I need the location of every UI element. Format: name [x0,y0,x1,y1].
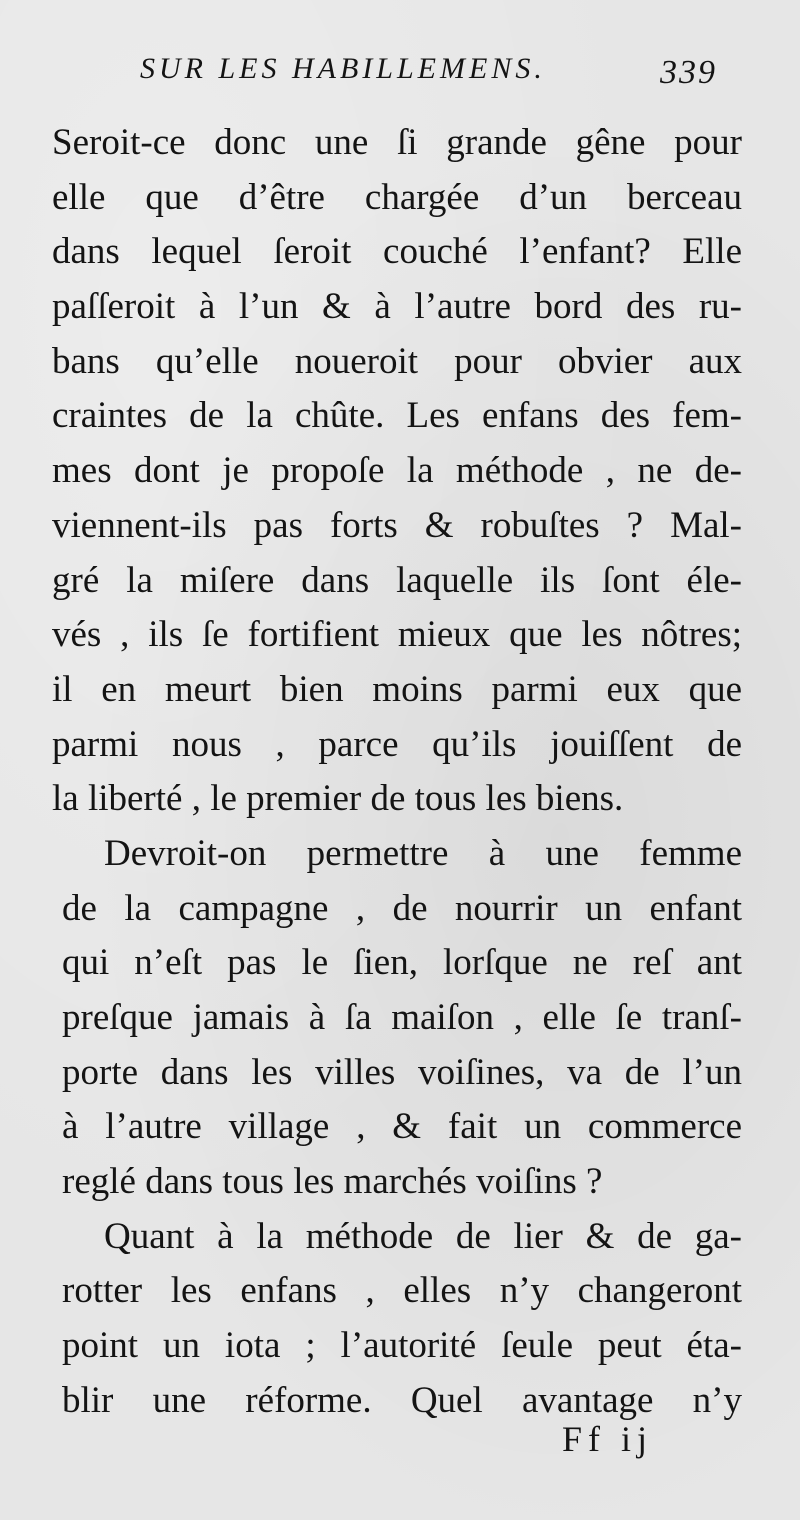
text-line: à l’autre village , & fait un commerce [62,1106,742,1148]
text-line: point un iota ; l’autorité ſeule peut éta- [62,1325,742,1367]
text-line: viennent-ils pas forts & robuſtes ? Mal- [52,504,742,546]
text-line: blir une réforme. Quel avantage n’y [62,1379,742,1421]
text-line: elle que d’être chargée d’un berceau [52,176,742,218]
text-line: il en meurt bien moins parmi eux que [52,668,742,710]
text-line: vés , ils ſe fortifient mieux que les nôtres; [52,614,742,656]
text-line: rotter les enfans , elles n’y changeront [62,1270,742,1312]
text-line: qui n’eſt pas le ſien, lorſque ne reſ ant [62,942,742,984]
text-line: Quant à la méthode de lier & de ga- [104,1215,742,1257]
text-line: bans qu’elle noueroit pour obvier aux [52,340,742,382]
running-title: SUR LES HABILLEMENS. [140,52,546,85]
text-line: Devroit-on permettre à une femme [104,832,742,874]
text-line: mes dont je propoſe la méthode , ne de- [52,450,742,492]
text-line: paſſeroit à l’un & à l’autre bord des ru- [52,286,742,328]
text-line: reglé dans tous les marchés voiſins ? [62,1161,603,1203]
signature-mark: Ff ij [562,1419,654,1459]
text-line: porte dans les villes voiſines, va de l’un [62,1051,742,1093]
text-line: dans lequel ſeroit couché l’enfant? Elle [52,231,742,273]
body-text [52,116,742,1429]
text-line: parmi nous , parce qu’ils jouiſſent de [52,723,742,765]
text-line: gré la miſere dans laquelle ils ſont éle- [52,559,742,601]
text-line: de la campagne , de nourrir un enfant [62,887,742,929]
text-line: craintes de la chûte. Les enfans des fem- [52,395,742,437]
text-line: la liberté , le premier de tous les biens. [52,778,624,820]
page-number: 339 [660,54,717,91]
text-line: preſque jamais à ſa maiſon , elle ſe tranſ- [62,997,742,1038]
text-line: Seroit-ce donc une ſi grande gêne pour [52,122,742,163]
